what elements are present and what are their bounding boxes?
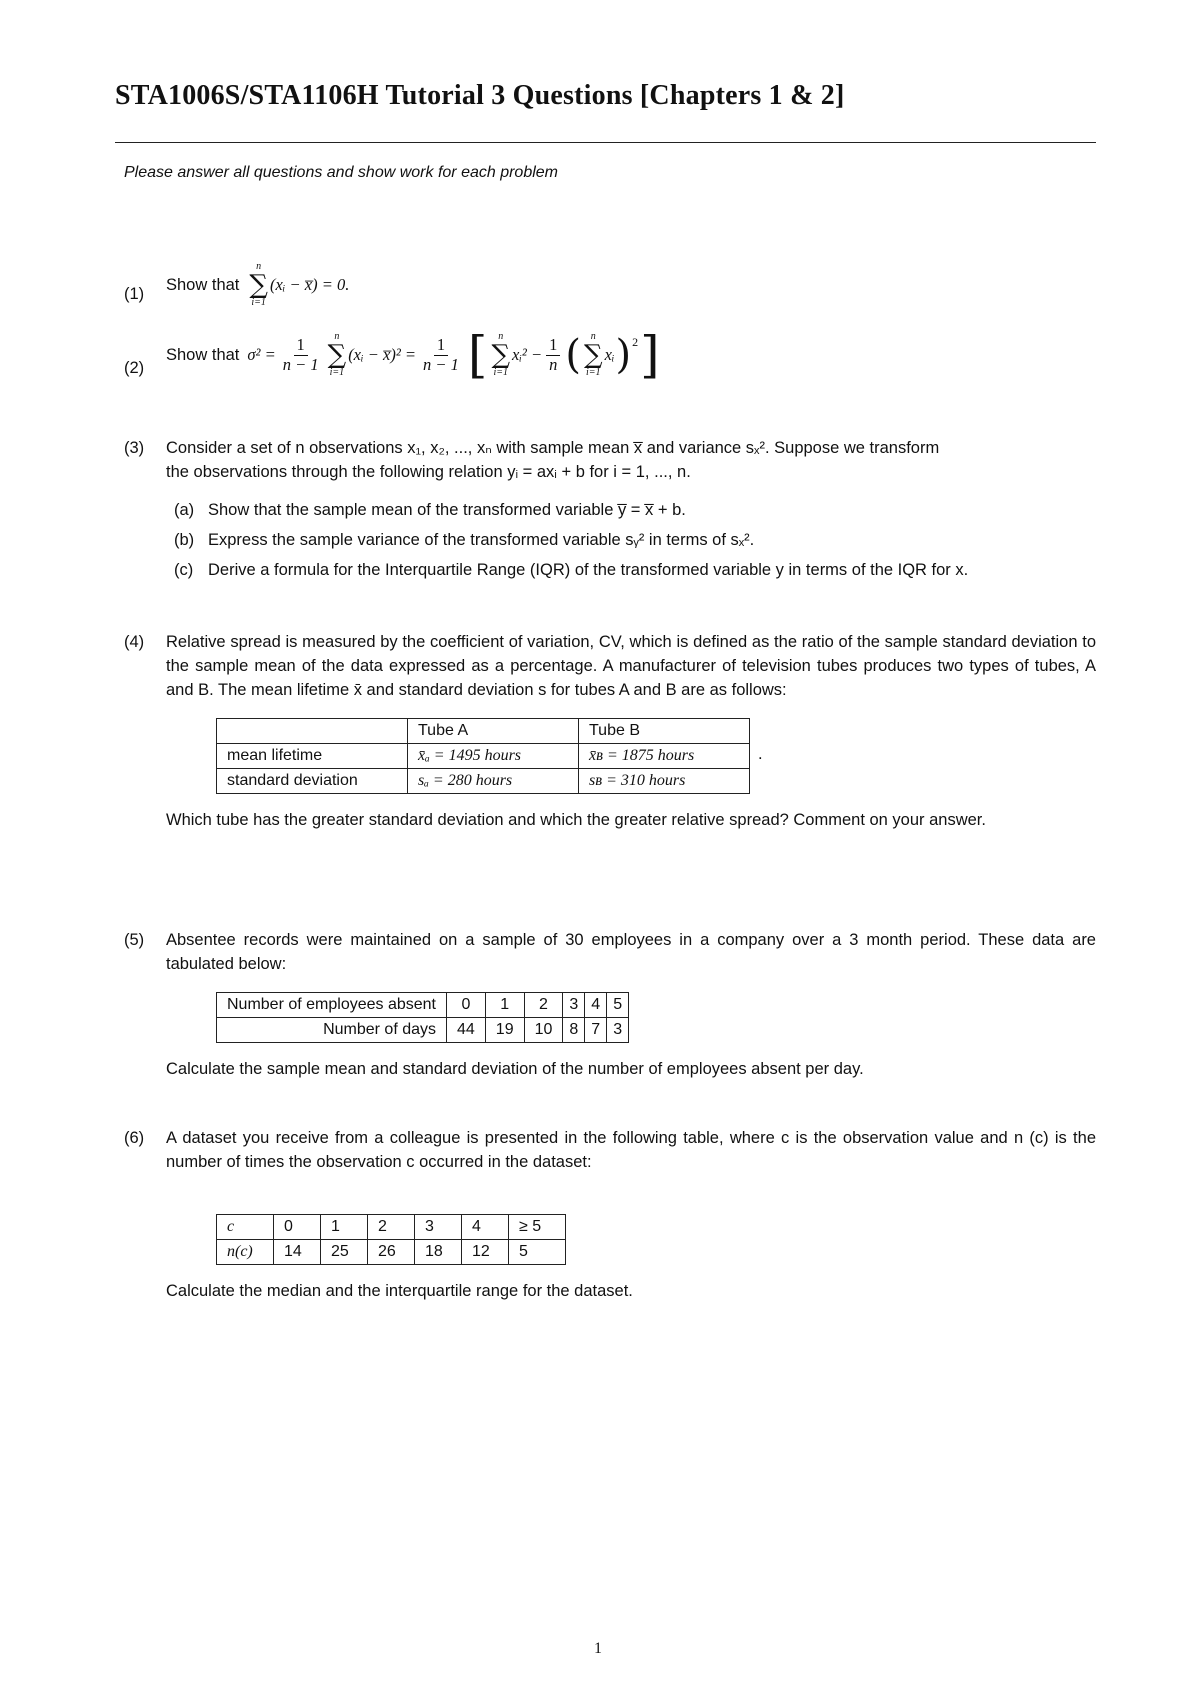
table-row: mean lifetime x̄ₐ = 1495 hours x̄ʙ = 1875 hours	[217, 744, 750, 769]
q4-text: Relative spread is measured by the coefficient of variation, CV, which is defined as the ratio of the sample standard deviation to the sample mean of the data expressed as a percentage. A manufacturer of television tubes produces two types of tubes, A and B. The mean lifetime x̄ and standard deviation s for tubes A and B are as follows:	[166, 633, 1096, 699]
table-row: n(c) 14 25 26 18 12 5	[217, 1240, 566, 1265]
q1-lead: Show that	[166, 276, 240, 294]
question-1	[124, 262, 1096, 308]
question-number: (4)	[124, 633, 145, 651]
instructions: Please answer all questions and show work for each problem	[124, 164, 559, 181]
table-row: Number of days 44 19 10 8 7 3	[217, 1018, 629, 1043]
fraction: $\frac{1}{n - 1}$	[423, 334, 459, 374]
summation-symbol: n ∑ i=1	[491, 331, 510, 378]
page-number: 1	[594, 1640, 602, 1657]
q3-part-a: (a) Show that the sample mean of the transformed variable y̅ = x̅ + b.	[174, 501, 686, 519]
table-row: standard deviation sₐ = 280 hours sʙ = 310 hours	[217, 769, 750, 794]
table-trailing-period: .	[758, 745, 763, 763]
question-2	[124, 326, 1096, 384]
q2-term1: (xᵢ − x̅)² =	[348, 345, 417, 364]
question-number: (3)	[124, 439, 145, 457]
question-number: (1)	[124, 285, 145, 303]
q2-lead: Show that	[166, 346, 240, 364]
q2-outer-power: 2	[632, 335, 639, 349]
question-number: (2)	[124, 359, 145, 377]
question-number: (5)	[124, 931, 145, 949]
table-row: Number of employees absent 0 1 2 3 4 5	[217, 993, 629, 1018]
q6-question: Calculate the median and the interquartile range for the dataset.	[166, 1282, 633, 1300]
title-rule	[115, 142, 1096, 143]
fraction: $\frac{1}{n - 1}$	[282, 334, 319, 374]
q5-text: Absentee records were maintained on a sample of 30 employees in a company over a 3 month period. These data are tabulated below:	[166, 931, 1096, 973]
q1-expression: (xᵢ − x̅) = 0.	[269, 275, 350, 294]
q2-lhs: σ² =	[247, 345, 276, 364]
q6-text: A dataset you receive from a colleague is presented in the following table, where c is the observation value and n (c) is the number of times the observation c occurred in the dataset:	[166, 1129, 1096, 1171]
q3-part-c: (c) Derive a formula for the Interquartile Range (IQR) of the transformed variable y in terms of the IQR for x.	[174, 561, 969, 579]
q3-text-line-2: the observations through the following relation yᵢ = axᵢ + b for i = 1, ..., n.	[166, 463, 691, 481]
observation-table	[216, 1214, 566, 1265]
q1-equation	[166, 262, 349, 308]
table-row: c 0 1 2 3 4 ≥ 5	[217, 1215, 566, 1240]
table-row: Tube A Tube B	[217, 719, 750, 744]
question-number: (6)	[124, 1129, 145, 1147]
q3-part-b: (b) Express the sample variance of the transformed variable sᵧ² in terms of sₓ².	[174, 531, 755, 549]
q2-term3: xᵢ	[604, 345, 615, 364]
question-3	[124, 436, 1096, 582]
summation-symbol: n ∑ i=1	[249, 261, 268, 308]
q4-question: Which tube has the greater standard deviation and which the greater relative spread? Comment on your answer.	[166, 811, 986, 829]
q2-term2: xᵢ² −	[512, 345, 543, 364]
q2-equation: Show that σ² = $\frac{1}{n - 1}$ n ∑ i=1 (xᵢ − x̅)² = $\frac{1}{n - 1}$ [ n ∑ i=1 xᵢ² − $\frac{1}{n}$ ( n ∑ i=1 xᵢ ) 2 ]	[166, 326, 660, 384]
q3-text-line-1: Consider a set of n observations x₁, x₂, ..., xₙ with sample mean x̅ and variance sₓ². Suppose we transform	[166, 439, 940, 457]
summation-symbol: n ∑ i=1	[584, 331, 603, 378]
question-6	[124, 1126, 1096, 1303]
fraction: $\frac{1}{n}$	[546, 336, 560, 375]
q5-question: Calculate the sample mean and standard deviation of the number of employees absent per day.	[166, 1060, 864, 1078]
page-title: STA1006S/STA1106H Tutorial 3 Questions [Chapters 1 & 2]	[115, 80, 845, 111]
absentee-table	[216, 992, 629, 1043]
tube-table	[216, 718, 750, 794]
question-4	[124, 630, 1096, 832]
summation-symbol: n ∑ i=1	[327, 331, 347, 378]
question-5	[124, 928, 1096, 1081]
